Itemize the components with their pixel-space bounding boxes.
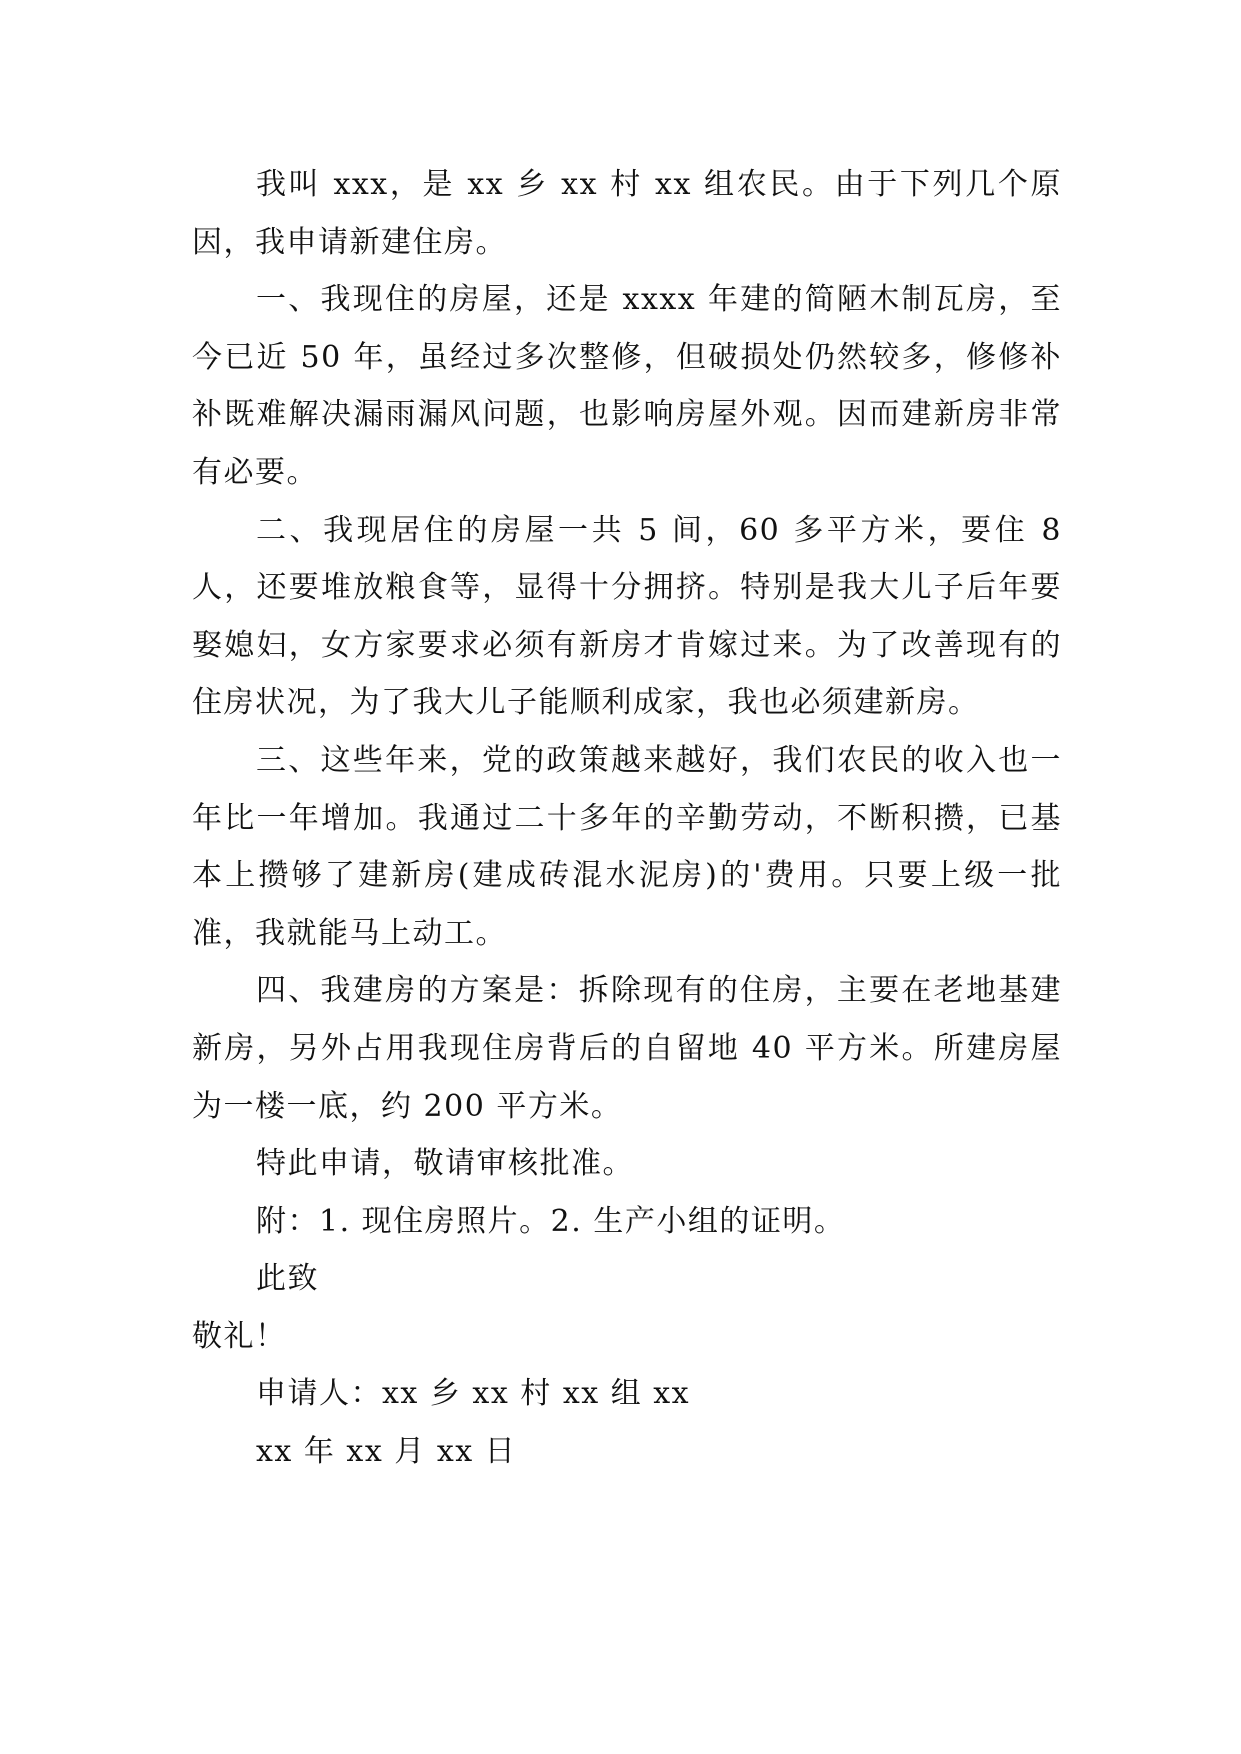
paragraph-reason-3: 三、这些年来，党的政策越来越好，我们农民的收入也一年比一年增加。我通过二十多年的辛勤劳动，不断积攒，已基本上攒够了建新房(建成砖混水泥房)的'费用。只要上级一批准，我就能马上动工。 [192,742,1062,951]
paragraph-intro: 我叫 xxx，是 xx 乡 xx 村 xx 组农民。由于下列几个原因，我申请新建住房。 [192,167,1062,260]
attachments-note: 附：1. 现住房照片。2. 生产小组的证明。 [256,1203,846,1239]
paragraph-reason-1: 一、我现住的房屋，还是 xxxx 年建的简陋木制瓦房，至今已近 50 年，虽经过多次整修，但破损处仍然较多，修修补补既难解决漏雨漏风问题，也影响房屋外观。因而建新房非常有必要。 [192,282,1062,490]
application-date: xx 年 xx 月 xx 日 [256,1434,517,1470]
letter-body [192,156,1062,1481]
salutation-cizhi: 此致 [256,1261,319,1297]
applicant-signature: 申请人：xx 乡 xx 村 xx 组 xx [256,1376,691,1412]
paragraph-reason-2: 二、我现居住的房屋一共 5 间，60 多平方米，要住 8 人，还要堆放粮食等，显得十分拥挤。特别是我大儿子后年要娶媳妇，女方家要求必须有新房才肯嫁过来。为了改善现有的住房状况，为了我大儿子能顺利成家，我也必须建新房。 [192,512,1062,721]
closing-request: 特此申请，敬请审核批准。 [256,1146,634,1182]
salutation-jingli: 敬礼！ [192,1318,287,1354]
paragraph-reason-4: 四、我建房的方案是：拆除现有的住房，主要在老地基建新房，另外占用我现住房背后的自留地 40 平方米。所建房屋为一楼一底，约 200 平方米。 [192,973,1062,1124]
